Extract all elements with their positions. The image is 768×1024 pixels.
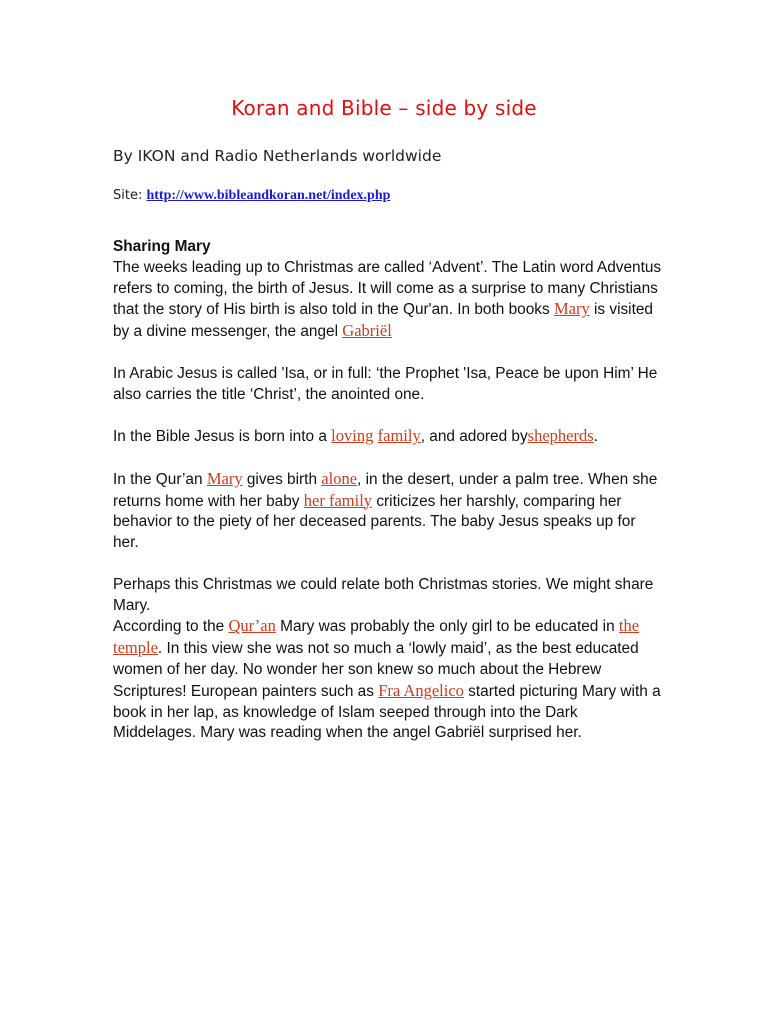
paragraph-share: Perhaps this Christmas we could relate both Christmas stories. We might share Mary. — [113, 575, 654, 614]
site-label: Site: — [113, 188, 143, 203]
paragraph-text: , and adored by — [420, 428, 528, 446]
paragraph-text: started picturing Mary with a book in her lap, as knowledge of Islam seeped through into the Dark Middelages. Mary was reading when the angel Gabriël surprised her. — [113, 682, 661, 742]
paragraph-text: The weeks leading up to Christmas are called ‘Advent’. The Latin word Adventus refers to coming, the birth of Jesus. It will come as a surprise to many Christians that the story of His birth is also told in the Qur'an. In both books — [113, 258, 662, 319]
link-mary-2[interactable]: Mary — [206, 468, 243, 488]
paragraph-text: gives birth — [242, 470, 322, 488]
paragraph-text: criticizes her harshly, comparing her behavior to the piety of her deceased parents. The baby Jesus speaks up for her. — [113, 492, 636, 552]
link-her-family[interactable]: her family — [303, 490, 373, 510]
paragraph-text: . — [593, 428, 598, 446]
article-body — [113, 237, 663, 744]
paragraph-bible — [113, 426, 663, 448]
link-alone[interactable]: alone — [321, 468, 358, 488]
paragraph-text: In the Qur’an — [113, 470, 207, 488]
link-quran[interactable]: Qur’an — [228, 616, 276, 636]
link-shepherds[interactable]: shepherds — [527, 426, 594, 446]
paragraph-text: According to the — [113, 618, 229, 636]
paragraph-text: , in the desert, under a palm tree. When she returns home with her baby — [113, 470, 658, 510]
paragraph-text: In the Bible Jesus is born into a — [113, 428, 332, 446]
link-family[interactable]: family — [377, 426, 421, 446]
link-loving[interactable]: loving — [331, 426, 374, 446]
paragraph-advent — [113, 258, 663, 343]
paragraph-text: is visited by a divine messenger, the angel — [113, 301, 653, 341]
link-mary[interactable]: Mary — [553, 299, 590, 319]
paragraph-text: . In this view she was not so much a ‘lowly maid’, as the best educated women of her day. No wonder her son knew so much about the Hebrew Scriptures! European painters such as — [113, 640, 639, 700]
link-the-temple[interactable]: the temple — [113, 616, 640, 658]
section-heading: Sharing Mary — [113, 238, 211, 255]
site-line — [113, 188, 390, 204]
paragraph-quran-birth — [113, 469, 663, 554]
document-title: Koran and Bible – side by side — [231, 96, 537, 120]
site-link[interactable]: http://www.bibleandkoran.net/index.php — [146, 188, 391, 203]
byline: By IKON and Radio Netherlands worldwide — [113, 147, 442, 165]
link-gabriel[interactable]: Gabriël — [342, 321, 392, 341]
paragraph-education — [113, 616, 663, 744]
paragraph-isa: In Arabic Jesus is called 'Isa, or in full: ‘the Prophet 'Isa, Peace be upon Him’ He also carries the title ‘Christ’, the anointed one. — [113, 364, 658, 403]
link-fra-angelico[interactable]: Fra Angelico — [378, 680, 464, 700]
paragraph-text: Mary was probably the only girl to be educated in — [275, 618, 619, 636]
